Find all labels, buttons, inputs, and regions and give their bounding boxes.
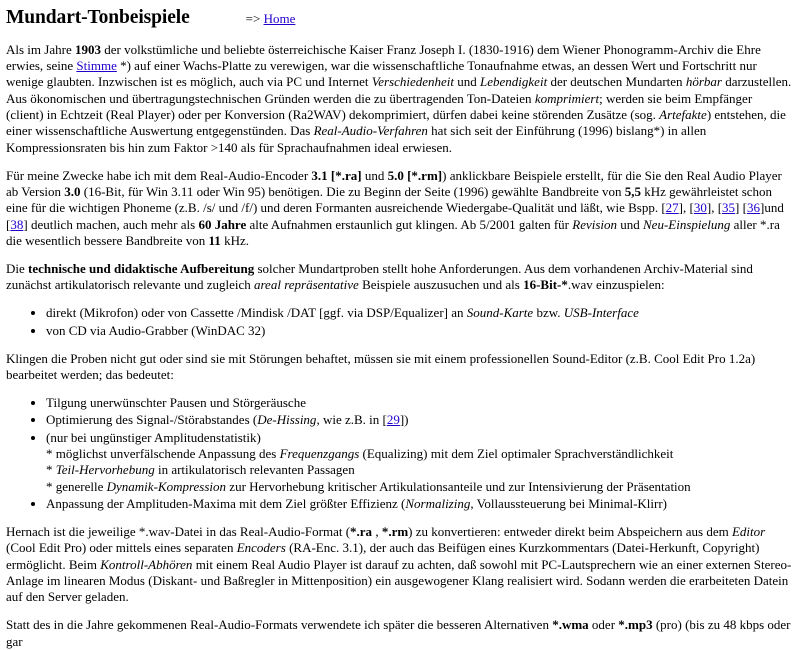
italic-run: komprimiert bbox=[534, 90, 600, 106]
text-run: , bbox=[372, 523, 382, 539]
text-run: mit einem Real Audio Player ist darauf zu achten, daß sowohl mit PC-Lautsprechern wie an einer externen Stereo-Anlage im linearen Modus (Diskant- und Baßregler in Mittenposition) ein ausgewogener Klang realisiert wird. Sodann werden die erarbeiteten Datein auf den Server geladen. bbox=[6, 556, 792, 605]
bold-run: *.rm bbox=[381, 523, 409, 539]
italic-run: Dynamik-Kompression bbox=[106, 478, 227, 494]
example-link-38[interactable]: 38 bbox=[10, 216, 24, 232]
example-link-30[interactable]: 30 bbox=[693, 200, 707, 216]
text-run: zur Hervorhebung kritischer Artikulationsanteile und zur Intensivierung der Präsentation bbox=[226, 478, 691, 494]
italic-run: areal repräsentative bbox=[253, 277, 359, 293]
bold-run: *.mp3 bbox=[618, 617, 653, 633]
list-item bbox=[46, 323, 792, 339]
example-link-29[interactable]: 29 bbox=[386, 412, 400, 428]
text-run: und bbox=[764, 200, 784, 216]
text-run: und bbox=[617, 216, 644, 232]
text-run: ]) bbox=[399, 412, 409, 428]
bold-run: 5,5 bbox=[624, 184, 641, 200]
italic-run: hörbar bbox=[685, 74, 722, 90]
text-run: Anpassung der Amplituden-Maxima mit dem Ziel größter Effizienz ( bbox=[46, 496, 406, 512]
text-run: , bbox=[711, 200, 718, 216]
text-run: * möglichst unverfälschende Anpassung des bbox=[46, 445, 280, 461]
text-run: der deutschen Mundarten bbox=[547, 74, 686, 90]
paragraph-encoder: Für meine Zwecke habe ich mit dem Real-Audio-Encoder 3.1 [*.ra] und 5.0 [*.rm]) anklickbare Beispiele erstellt, für die Sie den Real Audio Player ab Version 3.0 (16-Bit, für Win 3.11 oder Win 95) benötigen. Die zu Beginn der Seite (1996) gewählte Bandbreite von 5,5 kHz gewährleistet schon eine für die wichtigen Phoneme (z.B. /s/ und /f/) und deren Formanten ausreichende Wiedergabe-Qualität und läßt, wie Bspp. [27], [30], [35] [36]und [38] deutlich machen, auch mehr als 60 Jahre alte Aufnahmen erstaunlich gut klingen. Ab 5/2001 galten für Revision und Neu-Einspielung aller *.ra die wesentlich bessere Bandbreite von 11 kHz. bbox=[6, 167, 784, 249]
list-item bbox=[46, 305, 792, 321]
list-item bbox=[46, 395, 792, 411]
text-run: ) zu konvertieren: entweder direkt beim Abspeichern aus dem bbox=[408, 523, 732, 539]
page-title: Mundart-Tonbeispiele bbox=[6, 7, 190, 28]
text-run: Für meine Zwecke habe ich mit dem Real-Audio-Encoder bbox=[6, 167, 312, 183]
text-run: , wie z.B. in [ bbox=[316, 412, 387, 428]
bold-run: 60 Jahre bbox=[198, 216, 247, 232]
bold-run: *.ra bbox=[350, 523, 373, 539]
sub-line bbox=[46, 446, 792, 462]
paragraph-aufbereitung bbox=[6, 261, 792, 294]
italic-run: De-Hissing bbox=[257, 412, 317, 428]
text-run: ) entstehen, die einer wissenschaftliche Auswertung entgegenstünden. Das bbox=[6, 107, 786, 139]
text-run: Statt des in die Jahre gekommenen Real-Audio-Formats verwendete ich später die besseren Alternativen bbox=[6, 617, 553, 633]
text-run: Tilgung unerwünschter Pausen und Störgeräusche bbox=[46, 394, 306, 410]
text-run: Hernach ist die jeweilige *.wav-Datei in das Real-Audio-Format ( bbox=[6, 523, 351, 539]
italic-run: Sound-Karte bbox=[466, 305, 534, 321]
italic-run: Lebendigkeit bbox=[480, 74, 548, 90]
text-run: von CD via Audio-Grabber (WinDAC 32) bbox=[46, 322, 266, 338]
italic-run: Normalizing bbox=[405, 496, 471, 512]
text-run: alte Aufnahmen erstaunlich gut klingen. Ab 5/2001 galten für bbox=[246, 216, 573, 232]
text-run: *) auf einer Wachs-Platte zu verewigen, war die wissenschaftliche Tonaufnahme etwas, an dessen Wert und Fortschritt nur wenige glaubten. Inzwischen ist es möglich, auch via PC und Internet bbox=[6, 57, 757, 90]
paragraph-editing bbox=[6, 351, 792, 384]
bold-run: 3.0 bbox=[64, 184, 81, 200]
text-run: (Equalizing) mit dem Ziel optimaler Sprachverständlichkeit bbox=[359, 445, 674, 461]
text-run: .wav einzuspielen: bbox=[567, 277, 665, 293]
text-run: Klingen die Proben nicht gut oder sind sie mit Störungen behaftet, müssen sie mit einem professionellen Sound-Editor (z.B. Cool Edit Pro 1.2a) bearbeitet werden; das bedeutet: bbox=[6, 350, 756, 382]
text-run: ; werden sie beim Empfänger (client) in Echtzeit (Real Player) oder per Konversion (Ra2WAV) dekomprimiert, dürfen dabei keine störenden Zusätze (sog. bbox=[6, 90, 753, 123]
sub-line bbox=[46, 479, 792, 495]
italic-run: Real-Audio-Verfahren bbox=[313, 123, 428, 139]
editing-steps-list bbox=[6, 395, 792, 513]
text-run: kHz. bbox=[220, 233, 249, 249]
home-navigation bbox=[246, 11, 296, 27]
italic-run: Encoders bbox=[236, 540, 286, 556]
text-run: oder bbox=[588, 617, 619, 633]
text-run: darzustellen. Aus ökonomischen und übertragungstechnischen Gründen werden die zu übertragenden Ton-Dateien bbox=[6, 74, 792, 106]
bold-run: technische und didaktische Aufbereitung bbox=[28, 261, 255, 277]
paragraph-intro bbox=[6, 42, 792, 157]
text-run: der volkstümliche und beliebte österreichische Kaiser Franz Joseph I. (1830-1916) dem Wiener Phonogramm-Archiv die Ehre erwies, seine bbox=[6, 41, 761, 73]
bold-run: 5.0 [*.rm] bbox=[387, 167, 443, 183]
text-run: kHz gewährleistet schon eine für die wichtigen Phoneme (z.B. /s/ und /f/) und deren Formanten ausreichende Wiedergabe-Qualität und läßt, wie Bspp. bbox=[6, 184, 773, 216]
sub-line bbox=[46, 462, 792, 478]
source-list bbox=[6, 305, 792, 339]
text-run: aller *.ra die wesentlich bessere Bandbreite von bbox=[6, 216, 780, 249]
italic-run: Neu-Einspielung bbox=[643, 216, 731, 232]
bold-run: 11 bbox=[208, 233, 221, 249]
text-run: (16-Bit, für Win 3.11 oder Win 95) benötigen. Die zu Beginn der Seite (1996) gewählte Bandbreite von bbox=[80, 184, 625, 200]
home-link[interactable]: Home bbox=[263, 11, 296, 26]
italic-run: Verschiedenheit bbox=[371, 74, 455, 90]
example-link-27[interactable]: 27 bbox=[665, 200, 679, 216]
text-run: und bbox=[361, 167, 388, 183]
text-run: , Vollaussteuerung bei Minimal-Klirr) bbox=[470, 496, 668, 512]
italic-run: Editor bbox=[731, 523, 766, 539]
text-run: direkt (Mikrofon) oder von Cassette /Mindisk /DAT [ggf. via DSP/Equalizer] an bbox=[46, 305, 467, 321]
text-run: bzw. bbox=[533, 305, 564, 321]
list-item bbox=[46, 412, 792, 428]
nav-arrow-icon: => bbox=[245, 11, 261, 26]
italic-run: Artefakte bbox=[659, 107, 707, 123]
text-run: ) anklickbare Beispiele erstellt, für die Sie den Real Audio Player ab Version bbox=[6, 167, 782, 200]
italic-run: Kontroll-Abhören bbox=[100, 556, 193, 572]
text-run: Als im Jahre bbox=[6, 41, 75, 57]
bold-year: 1903 bbox=[74, 41, 101, 57]
example-link-36[interactable]: 36 bbox=[746, 200, 760, 216]
list-item bbox=[46, 496, 792, 512]
italic-run: USB-Interface bbox=[563, 305, 639, 321]
text-run: (nur bei ungünstiger Amplitudenstatistik) bbox=[46, 429, 261, 445]
text-run: und bbox=[454, 74, 481, 90]
text-run: deutlich machen, auch mehr als bbox=[27, 216, 199, 232]
page-header bbox=[6, 6, 792, 31]
bold-run: *.wma bbox=[552, 617, 589, 633]
paragraph-alternatives bbox=[6, 617, 792, 650]
text-run: * bbox=[46, 462, 56, 478]
text-run: in artikulatorisch relevanten Passagen bbox=[154, 462, 355, 478]
bold-run: 3.1 [*.ra] bbox=[311, 167, 362, 183]
text-run: solcher Mundartproben stellt hohe Anforderungen. Aus dem vorhandenen Archiv-Material sind zunächst artikulatorisch relevante und zugleich bbox=[6, 261, 753, 293]
text-run: hat sich seit der Einführung (1996) bislang*) in allen Kompressionsraten bis hin zum Faktor >140 als für Sprachaufnahmen ideal erwiesen. bbox=[6, 123, 707, 155]
italic-run: Frequenzgangs bbox=[279, 445, 360, 461]
italic-run: Teil-Hervorhebung bbox=[55, 462, 155, 478]
stimme-link[interactable]: Stimme bbox=[76, 57, 117, 73]
text-run: (RA-Enc. 3.1), der auch das Beifügen eines Kurzkommentars (Datei-Herkunft, Copyright) ermöglicht. Beim bbox=[6, 540, 760, 572]
text-run: Beispiele auszusuchen und als bbox=[358, 277, 524, 293]
text-run bbox=[739, 200, 742, 215]
text-run: Die bbox=[6, 261, 29, 277]
text-run: , bbox=[683, 200, 690, 216]
text-run: Optimierung des Signal-/Störabstandes ( bbox=[46, 412, 258, 428]
italic-run: Revision bbox=[572, 216, 618, 232]
bold-run: 16-Bit-* bbox=[523, 277, 568, 293]
paragraph-conversion bbox=[6, 524, 792, 606]
text-run: * generelle bbox=[46, 478, 107, 494]
text-run: (pro) (bis zu 48 kbps oder gar bbox=[6, 617, 791, 649]
text-run: (Cool Edit Pro) oder mittels eines separaten bbox=[6, 540, 237, 556]
example-link-35[interactable]: 35 bbox=[722, 200, 736, 216]
list-item bbox=[46, 430, 792, 496]
